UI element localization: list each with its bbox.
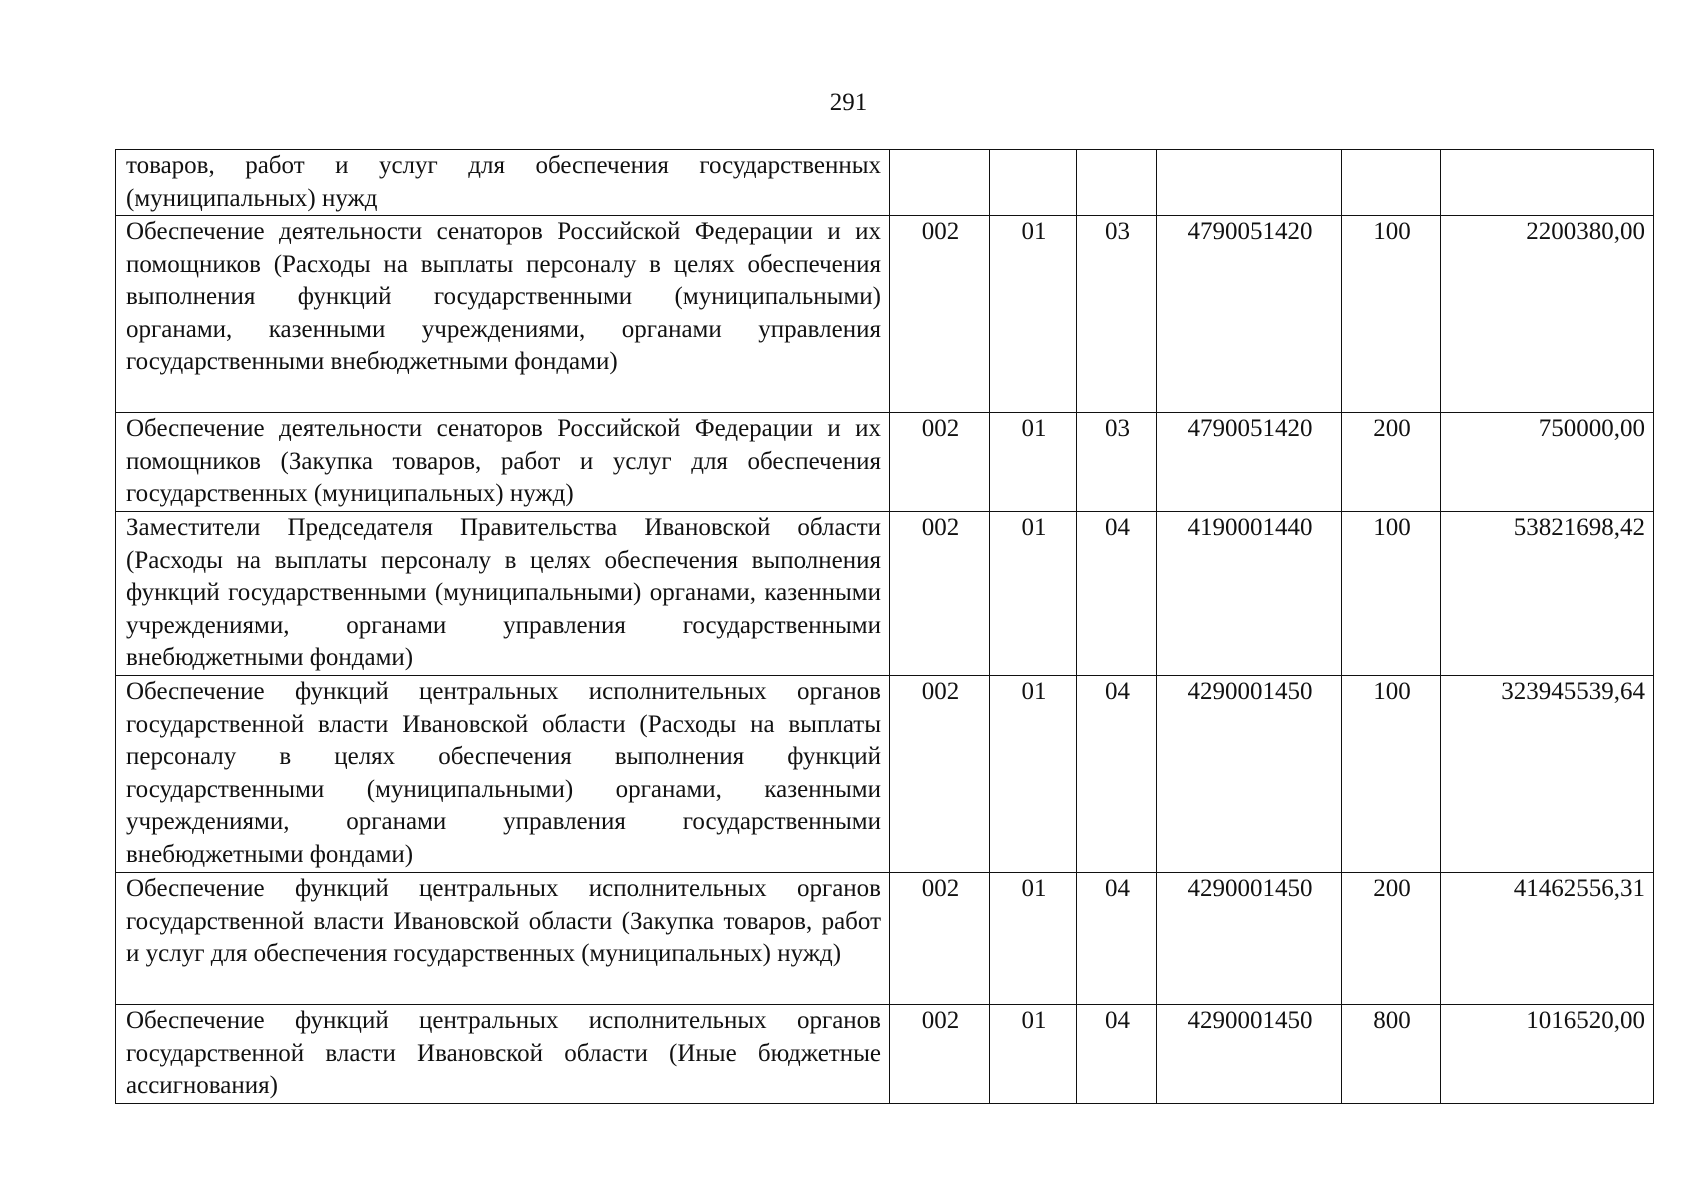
subsection-code-cell: 04 (1077, 676, 1157, 873)
target-code-cell: 4290001450 (1157, 873, 1342, 1005)
subsection-code-cell: 04 (1077, 873, 1157, 1005)
ministry-code-cell (890, 150, 990, 216)
target-code-cell: 4290001450 (1157, 1005, 1342, 1104)
table-row (116, 216, 1654, 413)
expense-type-cell: 100 (1342, 512, 1441, 676)
target-code-cell: 4290001450 (1157, 676, 1342, 873)
table-row (116, 150, 1654, 216)
page-number: 291 (829, 89, 868, 116)
expense-type-cell (1342, 150, 1441, 216)
target-code-cell: 4790051420 (1157, 413, 1342, 512)
ministry-code-cell: 002 (890, 676, 990, 873)
expense-name-cell: Заместители Председателя Правительства Ивановской области (Расходы на выплаты персоналу в целях обеспечения выполнения функций государственными (муниципальными) органами, казенными учреждениями, органами управления государственными внебюджетными фондами) (116, 512, 890, 676)
amount-cell: 41462556,31 (1441, 873, 1654, 1005)
amount-cell: 2200380,00 (1441, 216, 1654, 413)
subsection-code-cell (1077, 150, 1157, 216)
target-code-cell: 4790051420 (1157, 216, 1342, 413)
amount-cell: 53821698,42 (1441, 512, 1654, 676)
table-row (116, 512, 1654, 676)
section-code-cell: 01 (990, 216, 1077, 413)
target-code-cell: 4190001440 (1157, 512, 1342, 676)
table-row (116, 676, 1654, 873)
budget-table (115, 149, 1654, 1104)
expense-name-cell: товаров, работ и услуг для обеспечения государственных (муниципальных) нужд (116, 150, 890, 216)
amount-cell (1441, 150, 1654, 216)
expense-type-cell: 100 (1342, 216, 1441, 413)
amount-cell: 750000,00 (1441, 413, 1654, 512)
target-code-cell (1157, 150, 1342, 216)
section-code-cell: 01 (990, 873, 1077, 1005)
section-code-cell: 01 (990, 1005, 1077, 1104)
table-row (116, 873, 1654, 1005)
section-code-cell: 01 (990, 676, 1077, 873)
section-code-cell (990, 150, 1077, 216)
expense-name-cell: Обеспечение функций центральных исполнительных органов государственной власти Ивановской области (Расходы на выплаты персоналу в целях обеспечения выполнения функций государственными (муниципальными) органами, казенными учреждениями, органами управления государственными внебюджетными фондами) (116, 676, 890, 873)
expense-name-cell: Обеспечение деятельности сенаторов Российской Федерации и их помощников (Расходы на выплаты персоналу в целях обеспечения выполнения функций государственными (муниципальными) органами, казенными учреждениями, органами управления государственными внебюджетными фондами) (116, 216, 890, 413)
subsection-code-cell: 03 (1077, 216, 1157, 413)
expense-name-cell: Обеспечение деятельности сенаторов Российской Федерации и их помощников (Закупка товаров, работ и услуг для обеспечения государственных (муниципальных) нужд) (116, 413, 890, 512)
section-code-cell: 01 (990, 512, 1077, 676)
expense-type-cell: 100 (1342, 676, 1441, 873)
subsection-code-cell: 03 (1077, 413, 1157, 512)
ministry-code-cell: 002 (890, 413, 990, 512)
ministry-code-cell: 002 (890, 1005, 990, 1104)
table-row (116, 1005, 1654, 1104)
subsection-code-cell: 04 (1077, 512, 1157, 676)
amount-cell: 1016520,00 (1441, 1005, 1654, 1104)
expense-type-cell: 800 (1342, 1005, 1441, 1104)
subsection-code-cell: 04 (1077, 1005, 1157, 1104)
expense-type-cell: 200 (1342, 873, 1441, 1005)
expense-name-cell: Обеспечение функций центральных исполнительных органов государственной власти Ивановской области (Закупка товаров, работ и услуг для обеспечения государственных (муниципальных) нужд) (116, 873, 890, 1005)
ministry-code-cell: 002 (890, 512, 990, 676)
ministry-code-cell: 002 (890, 216, 990, 413)
table-row (116, 413, 1654, 512)
expense-name-cell: Обеспечение функций центральных исполнительных органов государственной власти Ивановской области (Иные бюджетные ассигнования) (116, 1005, 890, 1104)
section-code-cell: 01 (990, 413, 1077, 512)
expense-type-cell: 200 (1342, 413, 1441, 512)
ministry-code-cell: 002 (890, 873, 990, 1005)
amount-cell: 323945539,64 (1441, 676, 1654, 873)
